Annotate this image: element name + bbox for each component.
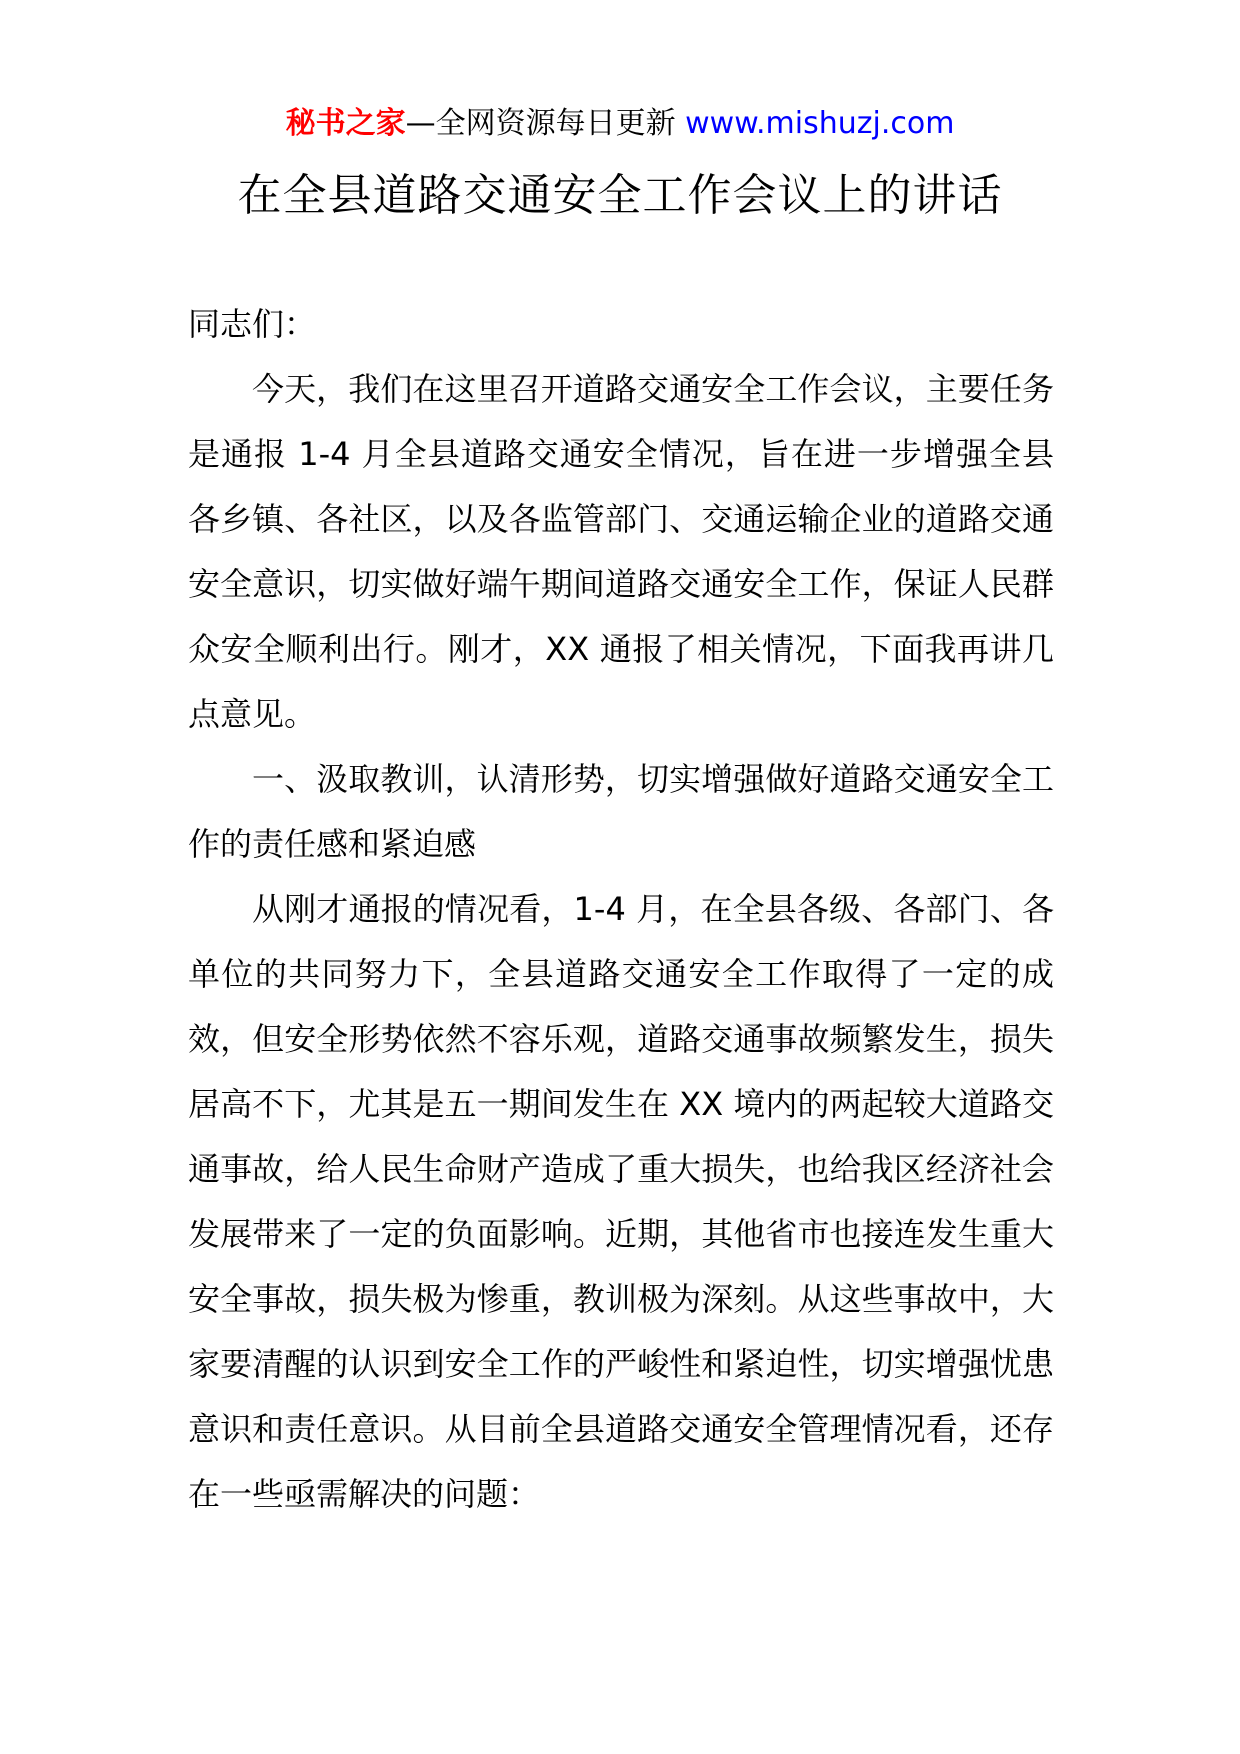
salutation: 同志们： bbox=[188, 305, 317, 343]
brand-name: 秘书之家 bbox=[285, 106, 406, 141]
site-watermark-header bbox=[0, 104, 1240, 144]
site-url-link[interactable]: www.mishuzj.com bbox=[685, 106, 955, 141]
section-heading-1: 一、汲取教训，认清形势，切实增强做好道路交通安全工作的责任感和紧迫感 bbox=[188, 760, 1054, 863]
paragraph-situation: 从刚才通报的情况看，1-4 月，在全县各级、各部门、各单位的共同努力下，全县道路交通安全工作取得了一定的成效，但安全形势依然不容乐观，道路交通事故频繁发生，损失居高不下，尤其是五一期间发生在 XX 境内的两起较大道路交通事故，给人民生命财产造成了重大损失，也给我区经济社会发展带来了一定的负面影响。近期，其他省市也接连发生重大安全事故，损失极为惨重，教训极为深刻。从这些事故中，大家要清醒的认识到安全工作的严峻性和紧迫性，切实增强忧患意识和责任意识。从目前全县道路交通安全管理情况看，还存在一些亟需解决的问题： bbox=[188, 890, 1054, 1513]
paragraph-opening: 今天，我们在这里召开道路交通安全工作会议，主要任务是通报 1-4 月全县道路交通安全情况，旨在进一步增强全县各乡镇、各社区，以及各监管部门、交通运输企业的道路交通安全意识，切实做好端午期间道路交通安全工作，保证人民群众安全顺利出行。刚才，XX 通报了相关情况，下面我再讲几点意见。 bbox=[188, 370, 1054, 733]
document-body bbox=[188, 292, 1054, 1527]
document-title: 在全县道路交通安全工作会议上的讲话 bbox=[237, 170, 1003, 221]
brand-slogan: —全网资源每日更新 bbox=[405, 106, 676, 141]
